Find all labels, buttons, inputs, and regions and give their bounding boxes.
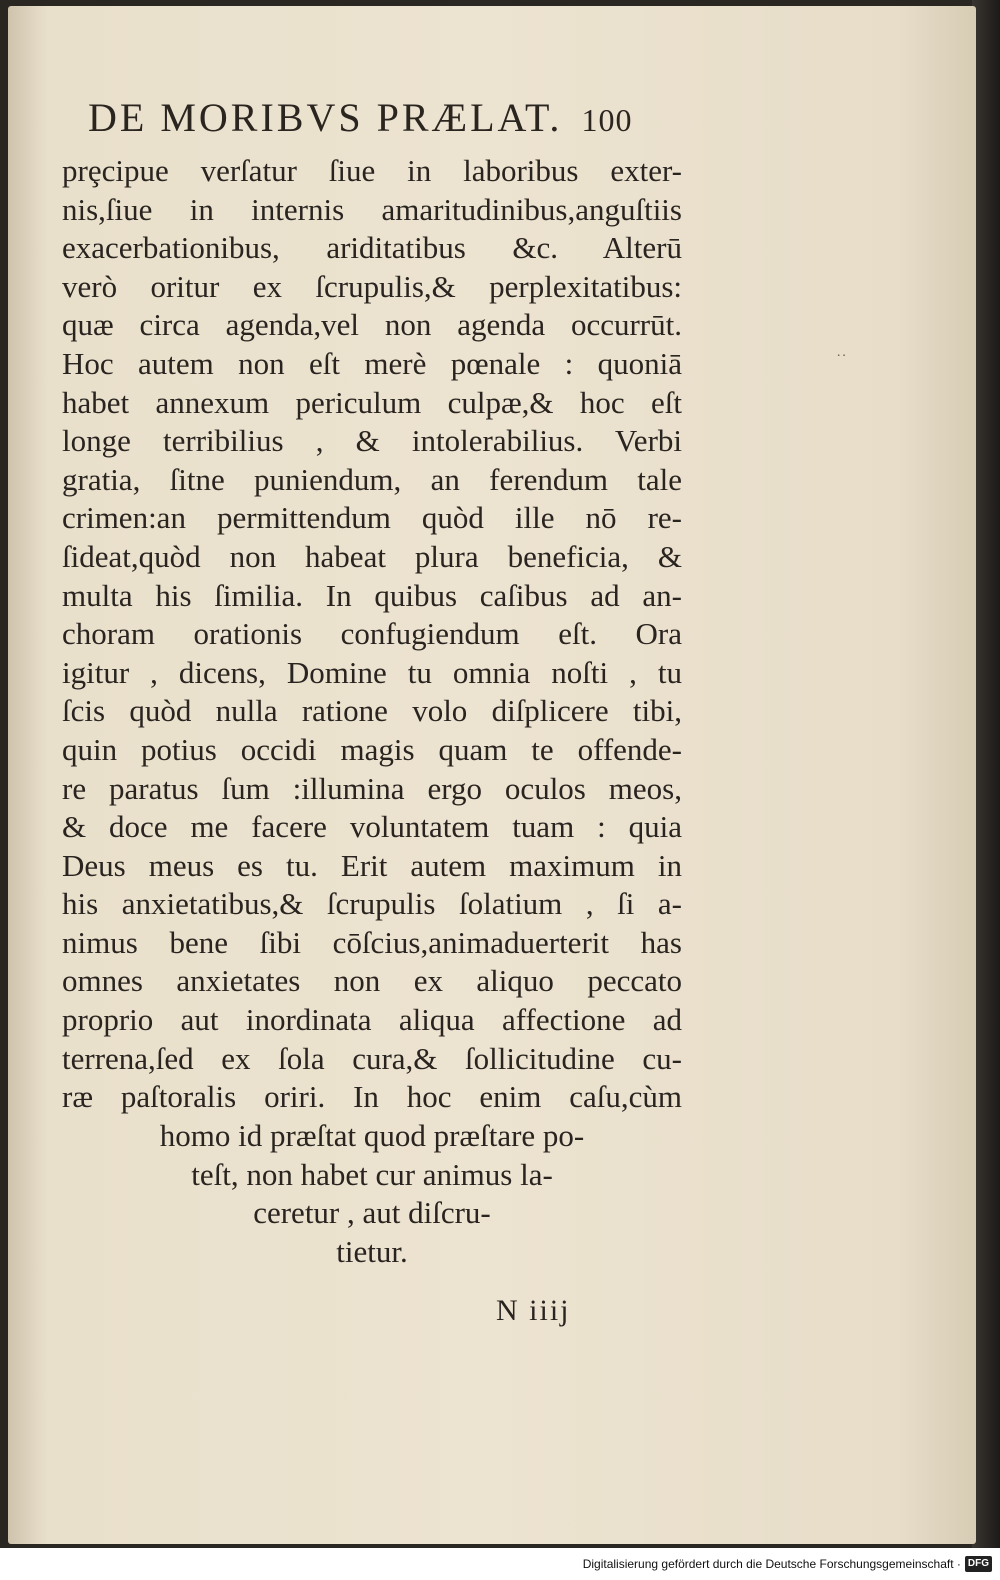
running-head-title: DE MORIBVS PRÆLAT.: [88, 95, 563, 140]
text-line: & doce me facere voluntatem tuam : quia: [62, 809, 682, 845]
dfg-logo: DFG: [965, 1556, 992, 1572]
text-line: quæ circa agenda,vel non agenda occurrūt.: [62, 307, 682, 343]
text-line: Deus meus es tu. Erit autem maximum in: [62, 847, 682, 883]
text-line: re paratus ſum :illumina ergo oculos meos,: [62, 770, 682, 806]
folio-number: 100: [581, 102, 633, 138]
text-line: verò oritur ex ſcrupulis,& perplexitatibus:: [62, 268, 682, 304]
text-line: nimus bene ſibi cōſcius,animaduerterit has: [62, 924, 682, 960]
running-head: [88, 94, 688, 150]
tail-piece: [62, 1117, 682, 1271]
text-line: his anxietatibus,& ſcrupulis ſolatium , ſi a-: [62, 886, 682, 922]
text-line: exacerbationibus, ariditatibus &c. Alterū: [62, 230, 682, 266]
book-edge: [972, 0, 1000, 1548]
text-line: habet annexum periculum culpæ,& hoc eſt: [62, 384, 682, 420]
text-line: nis,ſiue in internis amaritudinibus,anguſtiis: [62, 191, 682, 227]
text-line: proprio aut inordinata aliqua affectione ad: [62, 1002, 682, 1038]
tail-line: tietur.: [336, 1233, 408, 1269]
margin-mark: ˙˙: [836, 352, 847, 369]
tail-line: homo id præſtat quod præſtare po-: [159, 1118, 585, 1153]
text-line: ſcis quòd nulla ratione volo diſplicere tibi,: [62, 693, 682, 729]
text-line: terrena,ſed ex ſola cura,& ſollicitudine cu-: [62, 1040, 682, 1076]
tail-line: ceretur , aut diſcru-: [253, 1195, 491, 1231]
text-line: ſideat,quòd non habeat plura beneficia, &: [62, 538, 682, 574]
tail-line: teſt, non habet cur animus la-: [191, 1156, 553, 1192]
text-line: choram orationis confugiendum eſt. Ora: [62, 616, 682, 652]
text-line: crimen:an permittendum quòd ille nō re-: [62, 500, 682, 536]
text-line: longe terribilius , & intolerabilius. Verbi: [62, 423, 682, 459]
text-line: quin potius occidi magis quam te offende-: [62, 731, 682, 767]
text-line: prȩcipue verſatur ſiue in laboribus exter-: [62, 153, 682, 188]
signature-mark: N iiij: [496, 1294, 571, 1327]
text-line: ræ paſtoralis oriri. In hoc enim caſu,cùm: [62, 1079, 682, 1115]
body-text: [62, 152, 682, 1117]
text-line: multa his ſimilia. In quibus caſibus ad an-: [62, 577, 682, 613]
digitization-credit: [583, 1554, 992, 1574]
text-line: igitur , dicens, Domine tu omnia noſti , tu: [62, 654, 682, 690]
credit-text: Digitalisierung gefördert durch die Deutsche Forschungsgemeinschaft ·: [582, 1557, 961, 1571]
text-line: omnes anxietates non ex aliquo peccato: [62, 963, 682, 999]
text-line: Hoc autem non eſt merè pœnale : quoniā: [62, 345, 682, 381]
text-line: gratia, ſitne puniendum, an ferendum tale: [62, 461, 682, 497]
